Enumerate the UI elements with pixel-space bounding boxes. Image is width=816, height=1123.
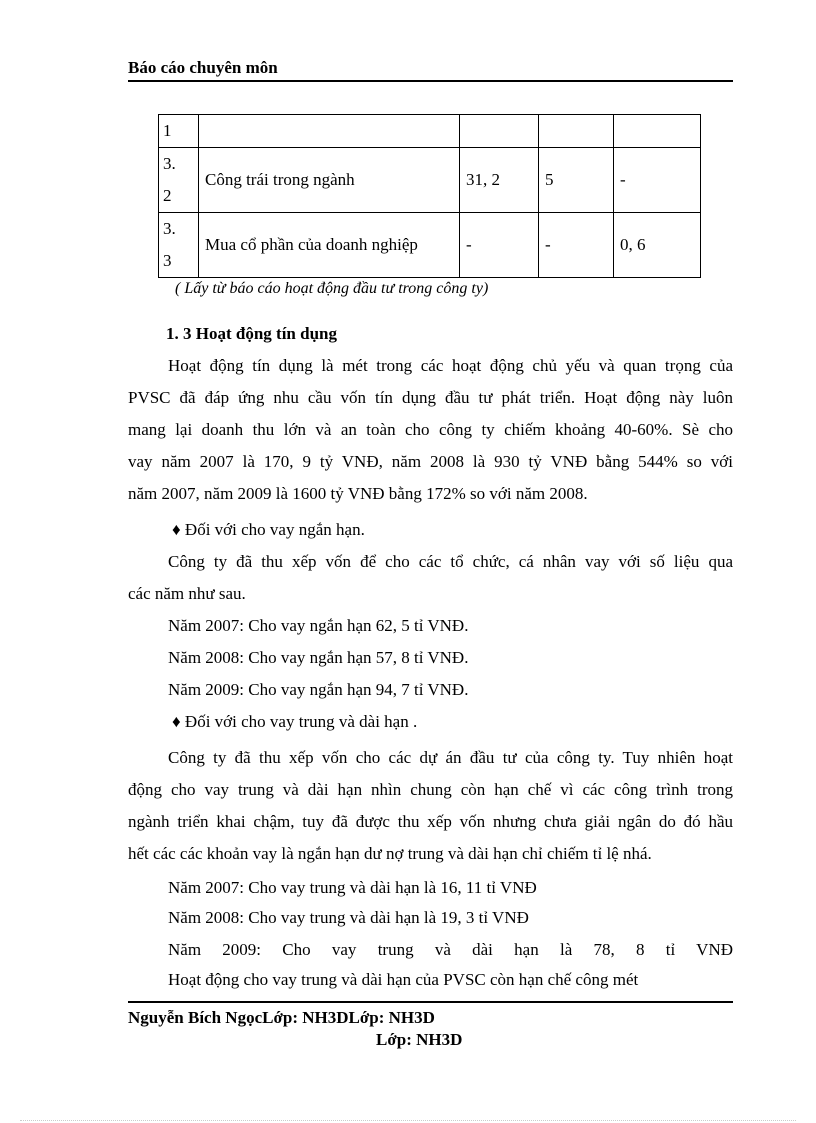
table-row <box>159 115 701 148</box>
header-rule <box>128 80 733 82</box>
row-value-2 <box>539 115 614 148</box>
paragraph-line: Hoạt động tín dụng là mét trong các hoạt động chủ yếu và quan trọng của <box>168 356 733 375</box>
paragraph-line: năm 2007, năm 2009 là 1600 tỷ VNĐ bằng 172% so với năm 2008. <box>128 484 588 503</box>
row-value-3: - <box>614 148 701 213</box>
investment-table <box>158 114 701 278</box>
paragraph-long-term <box>128 742 733 870</box>
row-value-1 <box>460 115 539 148</box>
paragraph-line: Công ty đã thu xếp vốn để cho các tổ chức, cá nhân vay với số liệu qua <box>168 552 733 571</box>
row-name: Công trái trong ngành <box>199 148 460 213</box>
paragraph-line: các năm như sau. <box>128 584 246 603</box>
row-value-1: - <box>460 213 539 278</box>
short-term-2007: Năm 2007: Cho vay ngắn hạn 62, 5 tỉ VNĐ. <box>168 616 469 635</box>
row-value-2: 5 <box>539 148 614 213</box>
short-term-heading: ♦ Đối với cho vay ngắn hạn. <box>172 520 365 539</box>
page-edge-divider <box>20 1120 796 1121</box>
paragraph-line: hết các các khoản vay là ngắn hạn dư nợ trung và dài hạn chỉ chiếm tỉ lệ nhá. <box>128 844 652 863</box>
row-value-3 <box>614 115 701 148</box>
paragraph-short-term <box>128 546 733 610</box>
row-name: Mua cổ phần của doanh nghiệp <box>199 213 460 278</box>
header-title: Báo cáo chuyên môn <box>128 58 278 77</box>
long-term-2008: Năm 2008: Cho vay trung và dài hạn là 19, 3 tỉ VNĐ <box>168 908 529 927</box>
table-caption: ( Lấy từ báo cáo hoạt động đầu tư trong công ty) <box>175 280 489 297</box>
paragraph-line: động cho vay trung và dài hạn nhìn chung còn hạn chế vì các công trình trong <box>128 780 733 799</box>
row-number: 1 <box>159 115 199 148</box>
section-title: 1. 3 Hoạt động tín dụng <box>166 324 337 343</box>
row-value-1: 31, 2 <box>460 148 539 213</box>
table-row <box>159 148 701 213</box>
paragraph-line: PVSC đã đáp ứng nhu cầu vốn tín dụng đầu tư phát triển. Hoạt động này luôn <box>128 388 733 407</box>
short-term-2008: Năm 2008: Cho vay ngắn hạn 57, 8 tỉ VNĐ. <box>168 648 469 667</box>
paragraph-line: mang lại doanh thu lớn và an toàn cho công ty chiếm khoảng 40-60%. Sè cho <box>128 420 733 439</box>
footer-class: Lớp: NH3D <box>376 1030 463 1049</box>
long-term-2007: Năm 2007: Cho vay trung và dài hạn là 16, 11 tỉ VNĐ <box>168 878 537 897</box>
table-row <box>159 213 701 278</box>
short-term-2009: Năm 2009: Cho vay ngắn hạn 94, 7 tỉ VNĐ. <box>168 680 469 699</box>
row-value-2: - <box>539 213 614 278</box>
footer-rule <box>128 1001 733 1003</box>
row-value-3: 0, 6 <box>614 213 701 278</box>
paragraph-credit-activity <box>128 350 733 510</box>
long-term-last-line: Hoạt động cho vay trung và dài hạn của PVSC còn hạn chế công mét <box>168 970 639 989</box>
paragraph-line: Công ty đã thu xếp vốn cho các dự án đầu tư của công ty. Tuy nhiên hoạt <box>168 748 733 767</box>
long-term-2009: Năm 2009: Cho vay trung và dài hạn là 78, 8 tỉ VNĐ <box>168 940 733 959</box>
row-name <box>199 115 460 148</box>
paragraph-line: ngành triển khai chậm, tuy đã được thu xếp vốn nhưng chưa giải ngân do đó hầu <box>128 812 733 831</box>
row-number: 3. 2 <box>159 148 199 213</box>
row-number: 3. 3 <box>159 213 199 278</box>
long-term-heading: ♦ Đối với cho vay trung và dài hạn . <box>172 712 418 731</box>
footer-author: Nguyễn Bích NgọcLớp: NH3DLớp: NH3D <box>128 1008 435 1027</box>
paragraph-line: vay năm 2007 là 170, 9 tỷ VNĐ, năm 2008 là 930 tỷ VNĐ bằng 544% so với <box>128 452 733 471</box>
